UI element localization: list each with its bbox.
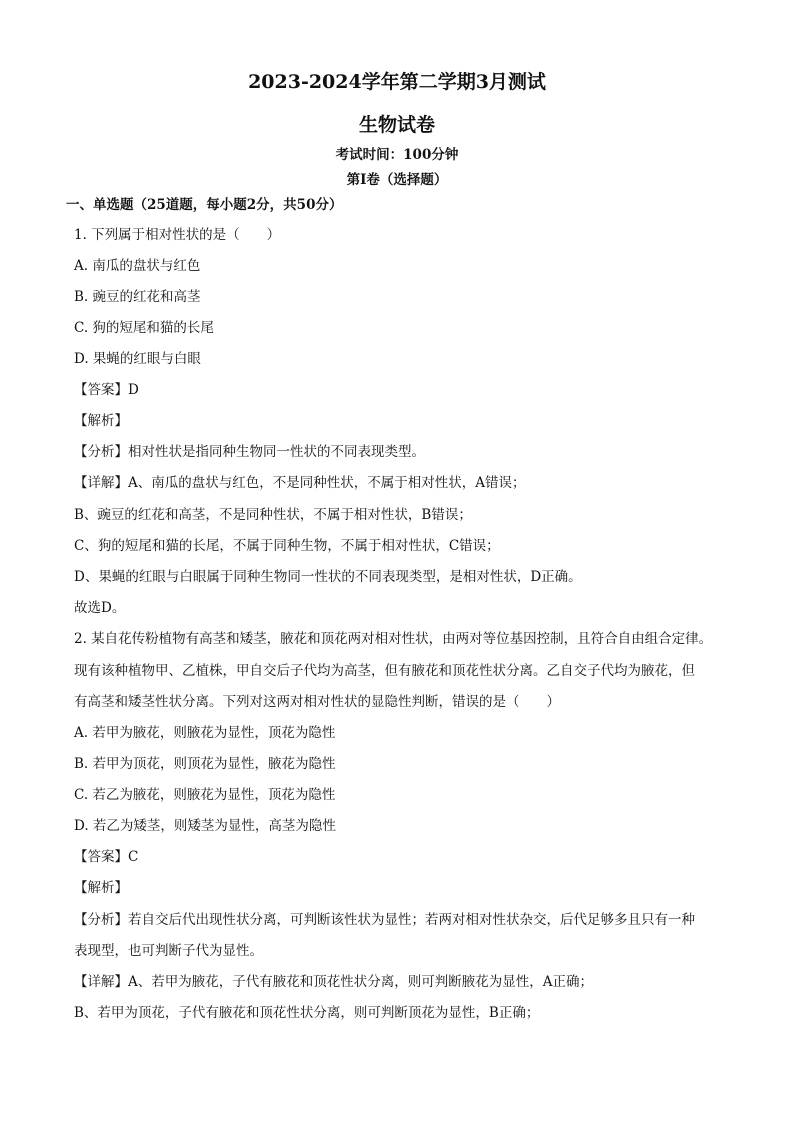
question-2-stem-line-3: 有高茎和矮茎性状分离。下列对这两对相对性状的显隐性判断，错误的是（ ） bbox=[74, 694, 560, 710]
question-2-option-c: C. 若乙为腋花，则腋花为显性，顶花为隐性 bbox=[74, 787, 336, 803]
question-2-option-b: B. 若甲为顶花，则顶花为显性，腋花为隐性 bbox=[74, 756, 336, 772]
question-1-option-b: B. 豌豆的红花和高茎 bbox=[74, 289, 201, 305]
question-2-answer: 【答案】C bbox=[74, 849, 139, 865]
question-2-analysis-line-1: 【分析】若自交后代出现性状分离，可判断该性状为显性；若两对相对性状杂交，后代足够多且只有一种 bbox=[74, 912, 695, 928]
question-1-option-a: A. 南瓜的盘状与红色 bbox=[74, 258, 201, 274]
question-2-stem-line-2: 现有该种植物甲、乙植株，甲自交后子代均为高茎，但有腋花和顶花性状分离。乙自交子代均为腋花，但 bbox=[74, 663, 695, 679]
exam-time: 考试时间：100分钟 bbox=[335, 147, 459, 163]
exam-title: 2023-2024学年第二学期3月测试 bbox=[248, 71, 546, 93]
question-1-answer: 【答案】D bbox=[74, 382, 139, 398]
exam-subtitle: 生物试卷 bbox=[358, 114, 435, 136]
question-1-analysis-label: 【解析】 bbox=[74, 413, 128, 429]
question-2-analysis-line-2: 表现型，也可判断子代为显性。 bbox=[74, 943, 263, 959]
question-2-detail-b: B、若甲为顶花，子代有腋花和顶花性状分离，则可判断顶花为显性，B正确； bbox=[74, 1005, 540, 1021]
section-heading: 一、单选题（25道题，每小题2分，共50分） bbox=[66, 197, 343, 213]
part-heading: 第I卷（选择题） bbox=[346, 172, 448, 188]
question-2-stem-line-1: 2. 某自花传粉植物有高茎和矮茎，腋花和顶花两对相对性状，由两对等位基因控制，且符合自由组合定律。 bbox=[74, 631, 713, 647]
question-2-option-d: D. 若乙为矮茎，则矮茎为显性，高茎为隐性 bbox=[74, 818, 336, 834]
question-2-option-a: A. 若甲为腋花，则腋花为显性，顶花为隐性 bbox=[74, 725, 336, 741]
question-1-conclusion: 故选D。 bbox=[74, 600, 126, 616]
question-1-option-d: D. 果蝇的红眼与白眼 bbox=[74, 351, 201, 367]
question-1-detail-a: 【详解】A、南瓜的盘状与红色，不是同种性状，不属于相对性状，A错误； bbox=[74, 475, 526, 491]
question-1-detail-b: B、豌豆的红花和高茎，不是同种性状，不属于相对性状，B错误； bbox=[74, 507, 472, 523]
question-1-analysis: 【分析】相对性状是指同种生物同一性状的不同表现类型。 bbox=[74, 444, 425, 460]
question-1-stem: 1. 下列属于相对性状的是（ ） bbox=[74, 227, 281, 243]
question-2-detail-a: 【详解】A、若甲为腋花，子代有腋花和顶花性状分离，则可判断腋花为显性，A正确； bbox=[74, 974, 593, 990]
question-1-detail-d: D、果蝇的红眼与白眼属于同种生物同一性状的不同表现类型，是相对性状，D正确。 bbox=[74, 569, 582, 585]
question-1-detail-c: C、狗的短尾和猫的长尾，不属于同种生物，不属于相对性状，C错误； bbox=[74, 538, 500, 554]
question-1-option-c: C. 狗的短尾和猫的长尾 bbox=[74, 320, 214, 336]
question-2-analysis-label: 【解析】 bbox=[74, 880, 128, 896]
